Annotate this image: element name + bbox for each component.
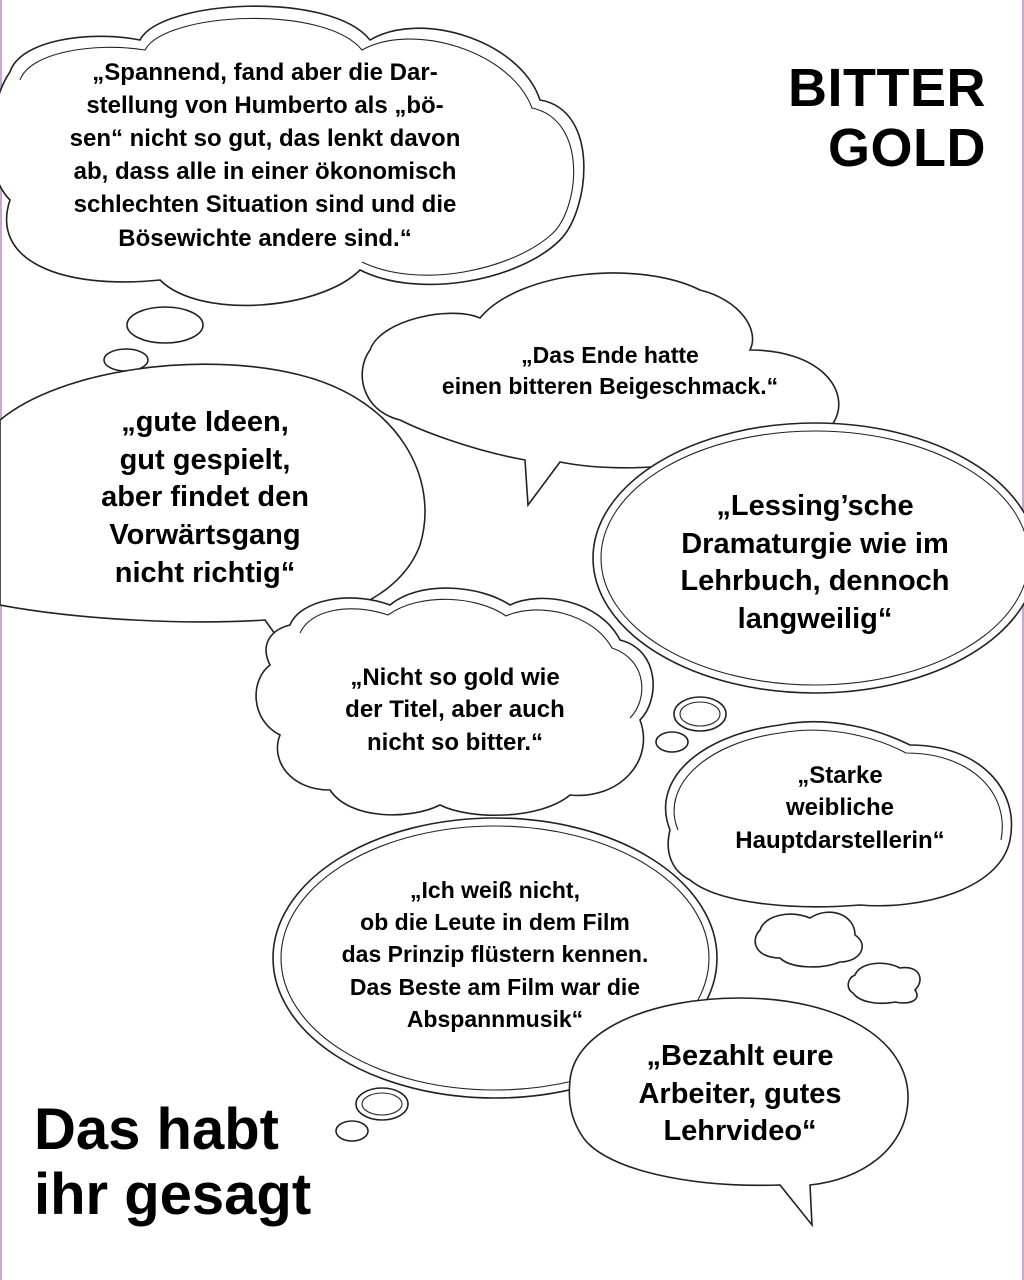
quote-1-text: „Spannend, fand aber die Dar- stellung von Humberto als „bö- sen“ nicht so gut, das lenkt davon ab, dass alle in einer ökonomisch schlechten Situation sind und die Bösewichte andere sind.“ [69, 59, 461, 252]
footer-line-1: Das habt [34, 1097, 279, 1162]
title-bitter-gold [788, 58, 986, 179]
quote-6-text: „Starke weibliche Hauptdarstellerin“ [735, 762, 945, 854]
quote-3-text: „gute Ideen, gut gespielt, aber findet den Vorwärtsgang nicht richtig“ [101, 406, 309, 589]
quote-2-text: „Das Ende hatte einen bitteren Beigeschmack.“ [441, 342, 779, 400]
title-line-2: GOLD [828, 118, 986, 179]
footer-line-2: ihr gesagt [34, 1161, 312, 1227]
quote-4-text: „Lessing’sche Dramaturgie wie im Lehrbuch, dennoch langweilig“ [680, 490, 950, 636]
quote-5-text: „Nicht so gold wie der Titel, aber auch nicht so bitter.“ [345, 664, 565, 756]
quote-7-text: „Ich weiß nicht, ob die Leute in dem Film das Prinzip flüstern kennen. Das Beste am Film war die Abspannmusik“ [341, 877, 649, 1032]
title-line-1: BITTER [788, 58, 986, 118]
footer-heading [34, 1098, 311, 1228]
quote-8-text: „Bezahlt eure Arbeiter, gutes Lehrvideo“ [638, 1040, 842, 1148]
